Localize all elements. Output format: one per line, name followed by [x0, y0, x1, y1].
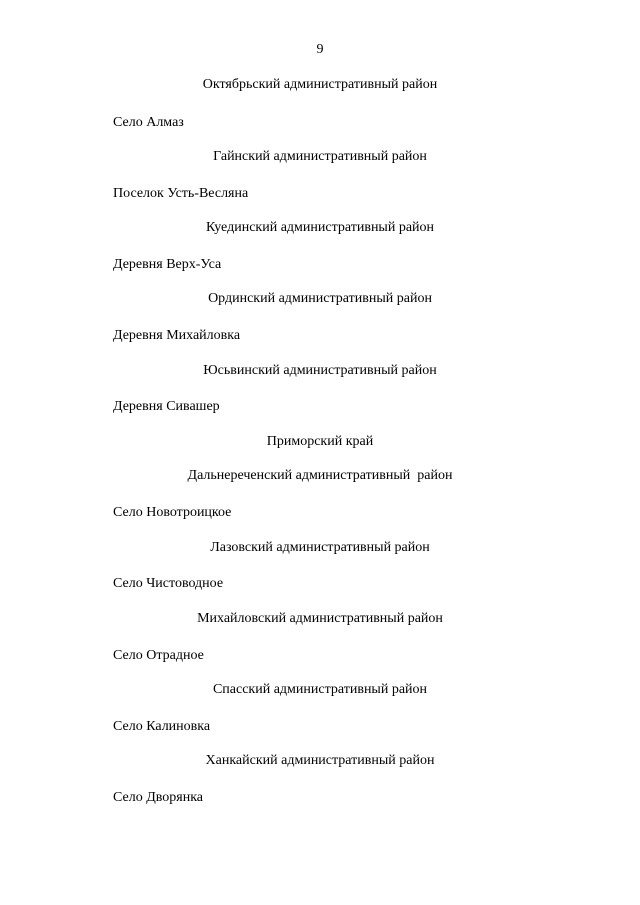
district-heading-dalnerechensky: Дальнереченский административный район [187, 468, 453, 483]
settlement-sivasher: Деревня Сивашер [113, 399, 220, 414]
region-heading-primorsky: Приморский край [266, 434, 374, 449]
district-heading-lazovsky: Лазовский административный район [210, 540, 430, 555]
settlement-novotroitskoe: Село Новотроицкое [113, 505, 232, 520]
settlement-ust-veslyana: Поселок Усть-Весляна [113, 186, 249, 201]
district-heading-yusvinsky: Юсьвинский административный район [203, 363, 437, 378]
settlement-chistovodnoe: Село Чистоводное [113, 576, 224, 591]
settlement-kalinovka: Село Калиновка [113, 719, 211, 734]
settlement-mikhailovka: Деревня Михайловка [113, 328, 241, 343]
district-heading-spassky: Спасский административный район [212, 682, 428, 697]
settlement-dvoryanka: Село Дворянка [113, 790, 204, 805]
page-number: 9 [316, 42, 324, 57]
settlement-verkh-usa: Деревня Верх-Уса [113, 257, 222, 272]
district-heading-kuedinsky: Куединский административный район [205, 220, 435, 235]
settlement-almaz: Село Алмаз [113, 115, 184, 130]
district-heading-gainsky: Гайнский административный район [213, 149, 427, 164]
district-heading-mikhailovsky: Михайловский административный район [197, 611, 443, 626]
district-heading-ordinsky: Ординский административный район [208, 291, 432, 306]
settlement-otradnoe: Село Отрадное [113, 648, 204, 663]
district-heading-khankaisky: Ханкайский административный район [205, 753, 435, 768]
district-heading-oktyabrsky: Октябрьский административный район [202, 77, 438, 92]
